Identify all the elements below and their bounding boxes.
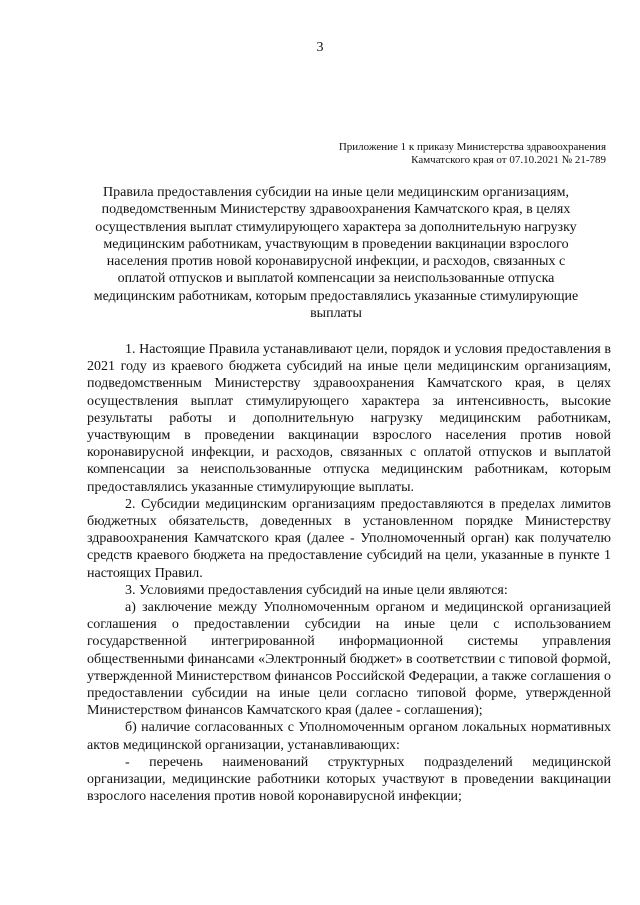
paragraph-3a: а) заключение между Уполномоченным органом и медицинской организацией соглашения о предоставлении субсидии на иные цели с использованием государственной интегрированной информационной системы управления общественными финансами «Электронный бюджет» в соответствии с типовой формой, утвержденной Министерством финансов Российской Федерации, а также соглашения о предоставлении субсидии на иные цели согласно типовой форме, утвержденной Министерством финансов Камчатского края (далее - соглашения); <box>87 600 611 719</box>
appendix-line-2: Камчатского края от 07.10.2021 № 21-789 <box>411 154 606 166</box>
paragraph-1: 1. Настоящие Правила устанавливают цели, порядок и условия предоставления в 2021 году из краевого бюджета субсидий на иные цели медицинским организациям, подведомственным Министерству здравоохранения Камчатского края, в целях осуществления выплат стимулирующего характера за интенсивность, высокие результаты работы и дополнительную нагрузку медицинским работникам, участвующим в проведении вакцинации взрослого населения против новой коронавирусной инфекции, и расходов, связанных с оплатой отпусков и выплатой компенсации за неиспользованные отпуска медицинским работникам, которым предоставлялись указанные стимулирующие выплаты. <box>87 342 611 495</box>
appendix-line-1: Приложение 1 к приказу Министерства здравоохранения <box>338 141 606 153</box>
document-title: Правила предоставления субсидии на иные цели медицинским организациям, подведомственным Министерству здравоохранения Камчатского края, в целях осуществления выплат стимулирующего характера за дополнительную нагрузку медицинским работникам, участвующим в проведении вакцинации взрослого населения против новой коронавирусной инфекции, и расходов, связанных с оплатой отпусков и выплатой компенсации за неиспользованные отпуска медицинским работникам, которым предоставлялись указанные стимулирующие выплаты <box>93 185 579 322</box>
paragraph-3b-item-1: - перечень наименований структурных подразделений медицинской организации, медицинские работники которых участвуют в проведении вакцинации взрослого населения против новой коронавирусной инфекции; <box>87 754 611 805</box>
paragraph-2: 2. Субсидии медицинским организациям предоставляются в пределах лимитов бюджетных обязательств, доведенных в установленном порядке Министерству здравоохранения Камчатского края (далее - Уполномоченный орган) как получателю средств краевого бюджета на предоставление субсидий на цели, указанные в пункте 1 настоящих Правил. <box>87 496 611 581</box>
paragraph-3: 3. Условиями предоставления субсидий на иные цели являются: <box>125 582 508 598</box>
paragraph-3b: б) наличие согласованных с Уполномоченным органом локальных нормативных актов медицинской организации, устанавливающих: <box>87 720 611 753</box>
page-number: 3 <box>316 40 324 55</box>
document-body <box>87 341 611 805</box>
appendix-reference <box>339 141 606 167</box>
